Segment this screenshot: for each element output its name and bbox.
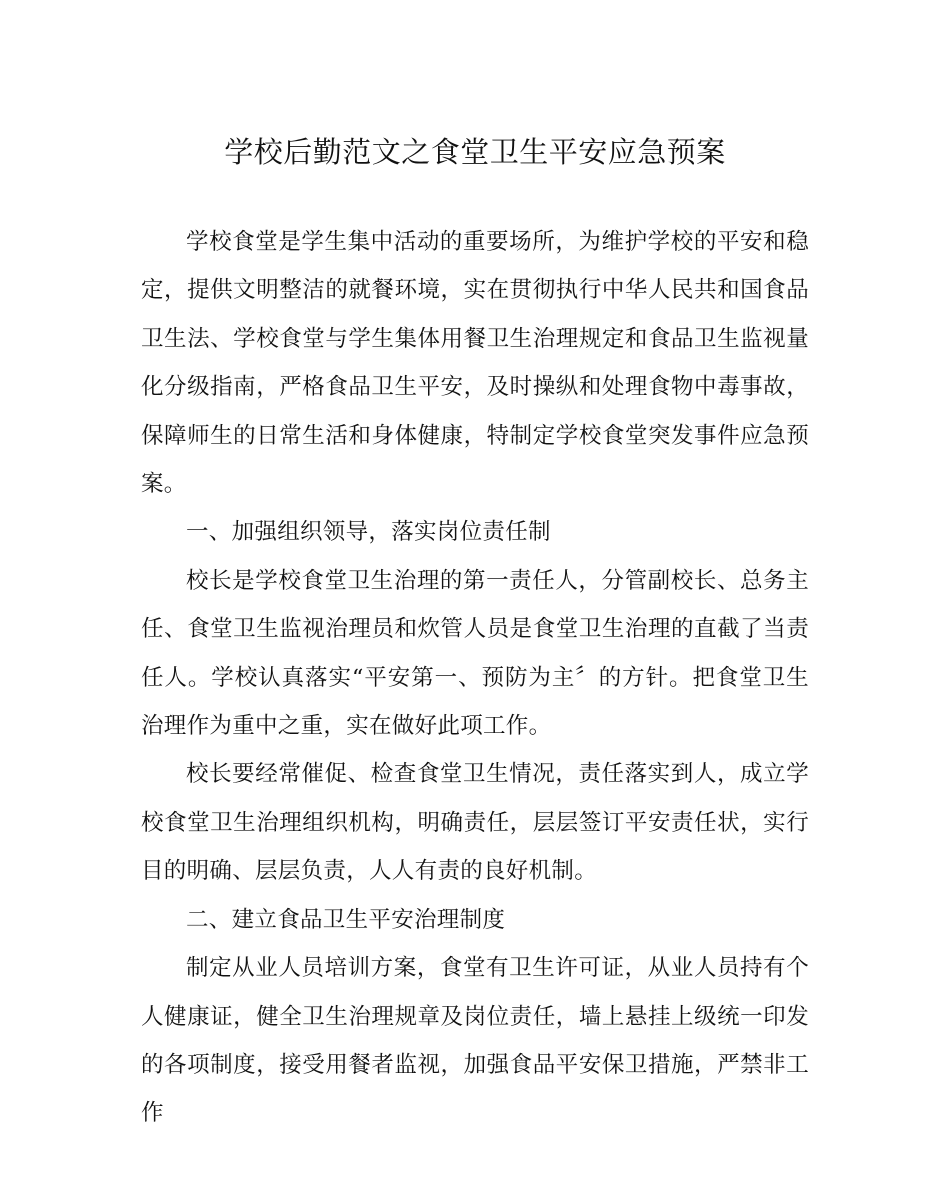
paragraph-intro: 学校食堂是学生集中活动的重要场所，为维护学校的平安和稳定，提供文明整洁的就餐环境，实在贯彻执行中华人民共和国食品卫生法、学校食堂与学生集体用餐卫生治理规定和食品卫生监视量化分级指南，严格食品卫生平安，及时操纵和处理食物中毒事故，保障师生的日常生活和身体健康，特制定学校食堂突发事件应急预案。 xyxy=(141,229,809,498)
section-heading-1: 一、加强组织领导，落实岗位责任制 xyxy=(186,519,551,546)
document-title: 学校后勤范文之食堂卫生平安应急预案 xyxy=(224,135,726,169)
paragraph-principal-responsibility: 校长是学校食堂卫生治理的第一责任人，分管副校长、总务主任、食堂卫生监视治理员和炊管人员是食堂卫生治理的直截了当责任人。学校认真落实“平安第一、预防为主〞的方针。把食堂卫生治理作为重中之重，实在做好此项工作。 xyxy=(141,567,809,740)
paragraph-principal-supervision: 校长要经常催促、检查食堂卫生情况，责任落实到人，成立学校食堂卫生治理组织机构，明确责任，层层签订平安责任状，实行目的明确、层层负责，人人有责的良好机制。 xyxy=(141,761,809,885)
section-heading-2: 二、建立食品卫生平安治理制度 xyxy=(186,906,506,933)
paragraph-management-system: 制定从业人员培训方案，食堂有卫生许可证，从业人员持有个人健康证，健全卫生治理规章及岗位责任，墙上悬挂上级统一印发的各项制度，接受用餐者监视，加强食品平安保卫措施，严禁非工作 xyxy=(141,955,809,1127)
document-body xyxy=(141,218,809,1138)
